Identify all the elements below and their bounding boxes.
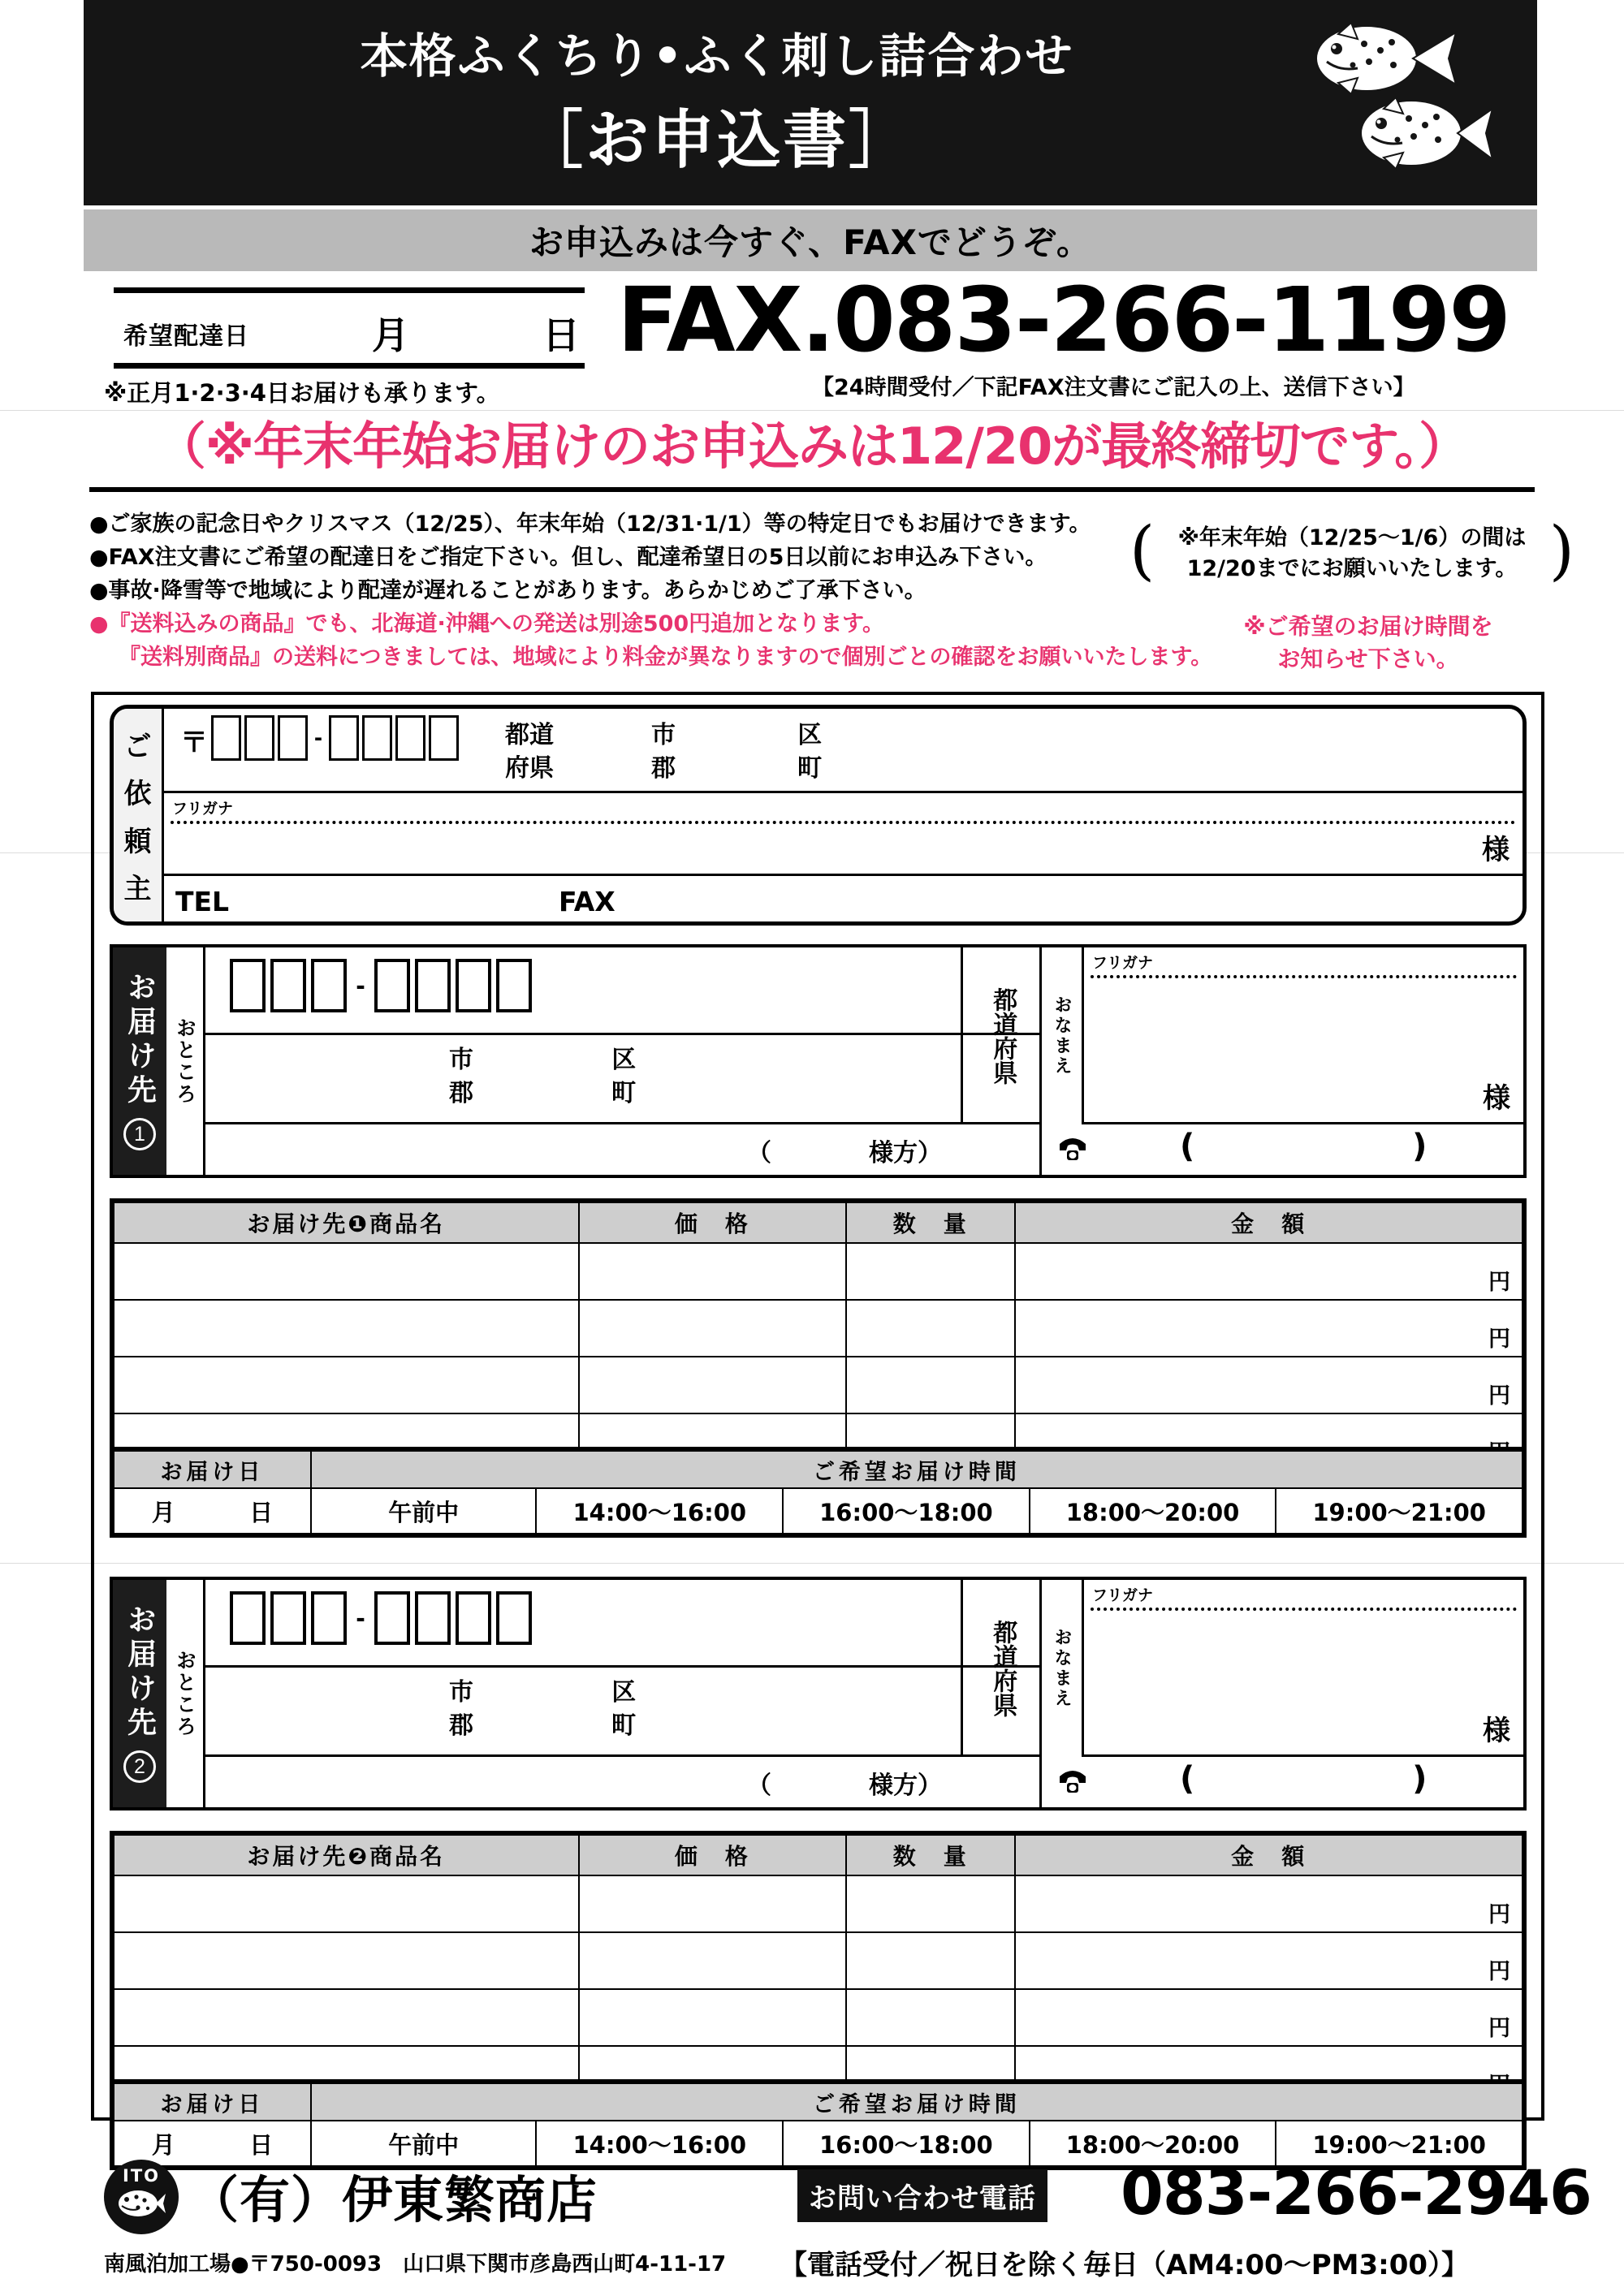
col-quantity: 数 量 [846,1202,1015,1243]
yen-unit: 円 [1488,1383,1510,1409]
destination-2-product-table [110,1831,1527,2107]
sender-tab-char: ご [123,730,152,763]
cell-amount[interactable] [1015,1243,1522,1300]
sender-ward-label [797,719,822,786]
col-amount: 金 額 [1015,1835,1522,1875]
city-line1: 市 [651,721,676,749]
time-slot-1618[interactable]: 16:00〜18:00 [783,2121,1030,2166]
zip-digit-box[interactable] [270,1591,306,1645]
inquiry-tel-number: 083-266-2946 [1121,2156,1592,2229]
prefecture-text: 都道府県 [988,1620,1017,1717]
time-header-row [114,1451,1522,1488]
sender-section [110,705,1527,926]
cell-amount[interactable] [1015,1357,1522,1413]
destination-2-address-area [205,1580,1042,1807]
note-item-shipping: ●『送料込みの商品』でも、北海道·沖縄への発送は別途500円追加となります。 [89,611,885,637]
furigana-dotted-line [171,821,1516,824]
deadline-notice: （※年末年始お届けのお申込みは12/20が最終締切です。） [155,416,1469,476]
destination-2-address-detail[interactable] [205,1757,1039,1807]
destination-2-city-label [449,1676,473,1743]
cell-qty[interactable] [846,1875,1015,1932]
destination-2-tab [113,1580,166,1807]
time-slot-1618[interactable]: 16:00〜18:00 [783,1488,1030,1534]
destination-number-badge: 2 [123,1750,156,1783]
destination-2-zip-input[interactable] [230,1591,532,1645]
notes-list [89,507,1213,674]
zip-hyphen: - [356,1602,365,1634]
fax-number: FAX.083-266-1199 [617,268,1510,372]
table-row[interactable] [114,1357,1522,1413]
ward-line2: 町 [797,754,822,783]
onamae-text: おなまえ [1052,995,1072,1077]
destination-2-prefecture-label [961,1580,1042,1757]
col-delivery-date: お届け日 [114,2083,311,2121]
table-row[interactable] [114,1989,1522,2046]
city-line2: 郡 [449,1079,473,1108]
col-amount: 金 額 [1015,1202,1522,1243]
sender-address-row[interactable] [164,709,1522,793]
zip-digit-box[interactable] [456,1591,491,1645]
destination-2-section [110,1577,1527,1810]
destination-2-tel-field[interactable] [1042,1757,1523,1807]
logo-text: ITO [123,2166,160,2186]
cell-qty[interactable] [846,1300,1015,1357]
sender-tab-label [114,709,164,921]
day-unit: 日 [249,2130,274,2159]
table-header-row [114,1835,1522,1875]
sender-tab-char: 依 [123,778,152,811]
zip-digit-box[interactable] [329,715,359,761]
destination-2-name-label [1042,1580,1084,1757]
furigana-label: フリガナ [1092,1586,1154,1604]
desired-delivery-date-field[interactable] [114,287,585,369]
sender-tel-row[interactable] [164,876,1522,921]
destination-1-product-table [110,1198,1527,1474]
zip-digit-box[interactable] [230,959,266,1012]
table-row[interactable] [114,1932,1522,1989]
zip-digit-box[interactable] [415,1591,451,1645]
company-address: 南風泊加工場●〒750-0093 山口県下関市彦島西山町4-11-17 [104,2252,727,2277]
ward-line1: 区 [797,721,822,749]
col-quantity: 数 量 [846,1835,1015,1875]
zip-digit-box[interactable] [362,715,392,761]
cell-qty[interactable] [846,1989,1015,2046]
zip-digit-box[interactable] [456,959,491,1012]
tel-parens: ( ) [1180,1760,1492,1798]
cell-product[interactable] [114,1357,579,1413]
tel-label: TEL [175,886,230,917]
footer [0,2151,1624,2296]
destination-1-time-table [110,1447,1527,1538]
furigana-dotted-line [1091,1608,1517,1611]
pufferfish-icon [1289,11,1492,182]
destination-2-ward-label [611,1676,636,1743]
inquiry-tel-hours: 【電話受付／祝日を除く毎日（AM4:00〜PM3:00）】 [780,2249,1470,2281]
fax-cta-text: お申込みは今すぐ、FAXでどうぞ。 [529,222,1092,262]
destination-1-section [110,944,1527,1178]
pref-line1: 都道 [505,721,554,749]
yen-unit: 円 [1488,1270,1510,1295]
destination-2-name-field[interactable] [1084,1580,1523,1757]
zip-hyphen: - [356,969,365,1001]
fax-label: FAX [559,886,615,917]
time-slot-1820[interactable]: 18:00〜20:00 [1030,1488,1276,1534]
furigana-dotted-line [1091,975,1517,978]
inquiry-tel-tag: お問い合わせ電話 [797,2169,1047,2222]
telephone-icon [1056,1767,1089,1794]
time-request-sidenote [1169,611,1567,675]
zip-hyphen: - [314,724,322,751]
table-row[interactable] [114,1300,1522,1357]
cell-qty[interactable] [846,1357,1015,1413]
cell-product[interactable] [114,1875,579,1932]
cell-product[interactable] [114,1932,579,1989]
zip-digit-box[interactable] [270,959,306,1012]
yen-unit: 円 [1488,1327,1510,1352]
cell-product[interactable] [114,1243,579,1300]
honorific-sama: 様 [1483,1715,1510,1747]
prefecture-text: 都道府県 [988,987,1017,1085]
destination-tab-text: お届け先 [123,1604,157,1741]
destination-1-address-detail[interactable] [205,1124,1039,1175]
destination-2-name-area [1042,1580,1523,1807]
yen-unit: 円 [1488,1902,1510,1927]
sidebox-line2: 12/20までにお願いいたします。 [1186,556,1518,582]
destination-1-tab [113,947,166,1175]
zip-digit-box[interactable] [311,959,347,1012]
yen-unit: 円 [1488,1959,1510,1984]
destination-1-prefecture-label [961,947,1042,1124]
fax-reception-note: 【24時間受付／下記FAX注文書にご記入の上、送信下さい】 [812,375,1415,400]
sender-tab-char: 主 [123,873,152,906]
sender-prefecture-label [505,719,554,786]
zip-digit-box[interactable] [278,715,308,761]
zip-digit-box[interactable] [496,959,532,1012]
col-product-name: お届け先❶商品名 [114,1202,579,1243]
sidenote-line2: お知らせ下さい。 [1277,645,1459,672]
col-delivery-date: お届け日 [114,1451,311,1488]
page-title-line1: 本格ふくちり•ふく刺し詰合わせ [360,28,1074,84]
destination-1-name-area [1042,947,1523,1175]
destination-1-city-row[interactable] [205,1035,1039,1124]
desired-delivery-date-label: 希望配達日 [123,322,249,351]
sidenote-line1: ※ご希望のお届け時間を [1243,613,1493,640]
pref-line2: 府県 [505,754,554,783]
page-title-line2: ［お申込書］ [519,104,914,177]
col-price: 価 格 [579,1835,847,1875]
zip-digit-box[interactable] [496,1591,532,1645]
time-row[interactable] [114,1488,1522,1534]
samakata-label: （ 様方） [747,1772,942,1800]
month-unit: 月 [151,2130,175,2159]
destination-1-tel-field[interactable] [1042,1124,1523,1175]
zip-digit-box[interactable] [211,715,241,761]
time-slot-morning[interactable]: 午前中 [311,2121,537,2166]
time-slot-1416[interactable]: 14:00〜16:00 [536,2121,783,2166]
destination-1-name-field[interactable] [1084,947,1523,1124]
telephone-icon [1056,1134,1089,1162]
col-delivery-time: ご希望お届け時間 [311,1451,1522,1488]
note-item-shipping: 『送料別商品』の送料につきましては、地域により料金が異なりますので個別ごとの確認をお願いいたします。 [119,645,1213,671]
cell-product[interactable] [114,1989,579,2046]
honorific-sama: 様 [1483,1082,1510,1115]
cell-price[interactable] [579,1357,847,1413]
month-unit: 月 [151,1498,175,1526]
time-slot-morning[interactable]: 午前中 [311,1488,537,1534]
col-delivery-time: ご希望お届け時間 [311,2083,1522,2121]
col-price: 価 格 [579,1202,847,1243]
zip-digit-box[interactable] [374,959,410,1012]
col-product-name: お届け先❷商品名 [114,1835,579,1875]
ward-line1: 区 [611,1678,636,1707]
time-slot-1921[interactable]: 19:00〜21:00 [1276,1488,1522,1534]
day-unit: 日 [249,1498,274,1526]
sender-name-row[interactable] [164,793,1522,876]
city-line1: 市 [449,1678,473,1707]
day-unit: 日 [542,313,580,357]
cell-price[interactable] [579,1243,847,1300]
divider-rule [89,487,1535,492]
cell-price[interactable] [579,1989,847,2046]
paren-left: ( [1129,512,1155,588]
cell-price[interactable] [579,1875,847,1932]
city-line2: 郡 [651,754,676,783]
yen-unit: 円 [1488,2016,1510,2041]
destination-1-ward-label [611,1043,636,1111]
time-slot-1921[interactable]: 19:00〜21:00 [1276,2121,1522,2166]
sender-city-label [651,719,676,786]
destination-1-zip-input[interactable] [230,959,532,1012]
time-header-row [114,2083,1522,2121]
cell-qty[interactable] [846,1932,1015,1989]
destination-1-address-area [205,947,1042,1175]
destination-2-city-row[interactable] [205,1668,1039,1757]
zip-digit-box[interactable] [311,1591,347,1645]
date-and-fax-row [0,268,1624,407]
zip-digit-box[interactable] [374,1591,410,1645]
city-line1: 市 [449,1046,473,1074]
cell-amount[interactable] [1015,1932,1522,1989]
pufferfish-logo-icon [115,2184,167,2221]
zip-digit-box[interactable] [415,959,451,1012]
honorific-sama: 様 [1482,834,1510,866]
city-line2: 郡 [449,1711,473,1741]
tel-parens: ( ) [1180,1128,1492,1165]
destination-1-city-label [449,1043,473,1111]
cell-price[interactable] [579,1300,847,1357]
ward-line2: 町 [611,1079,636,1108]
ward-line2: 町 [611,1711,636,1741]
sender-body [164,709,1522,921]
sender-zip-input[interactable] [211,715,459,761]
okoro-text: おところ [173,1017,197,1105]
destination-1-address-label [166,947,205,1175]
postal-mark-icon: 〒 [180,727,208,759]
year-end-sidebox [1129,512,1574,601]
cell-price[interactable] [579,1932,847,1989]
destination-2-address-label [166,1580,205,1807]
cell-date[interactable] [114,1488,311,1534]
cell-amount[interactable] [1015,1989,1522,2046]
cell-product[interactable] [114,1300,579,1357]
month-unit: 月 [372,313,409,357]
time-slot-1416[interactable]: 14:00〜16:00 [536,1488,783,1534]
samakata-label: （ 様方） [747,1139,942,1167]
destination-number-badge: 1 [123,1118,156,1150]
zip-digit-box[interactable] [244,715,274,761]
cell-qty[interactable] [846,1243,1015,1300]
paren-right: ) [1548,512,1574,588]
note-item: ●ご家族の記念日やクリスマス（12/25）、年末年始（12/31·1/1）等の特定日でもお届けできます。 [89,511,1091,537]
zip-digit-box[interactable] [429,715,459,761]
company-name: （有）伊東繁商店 [188,2170,598,2229]
destination-2-zip-row[interactable] [205,1580,1039,1668]
header-banner [84,0,1537,205]
ward-line1: 区 [611,1046,636,1074]
company-logo [104,2160,179,2234]
zip-digit-box[interactable] [395,715,425,761]
onamae-text: おなまえ [1052,1628,1072,1709]
fax-cta-banner [84,209,1537,271]
note-item: ●FAX注文書にご希望の配達日をご指定下さい。但し、配達希望日の5日以前にお申込み下さい。 [89,545,1047,571]
table-row[interactable] [114,1243,1522,1300]
note-item: ●事故·降雪等で地域により配達が遅れることがあります。あらかじめご了承下さい。 [89,578,926,604]
furigana-label: フリガナ [172,800,234,818]
destination-tab-text: お届け先 [123,972,157,1108]
zip-digit-box[interactable] [230,1591,266,1645]
cell-amount[interactable] [1015,1875,1522,1932]
table-header-row [114,1202,1522,1243]
furigana-label: フリガナ [1092,954,1154,972]
time-slot-1820[interactable]: 18:00〜20:00 [1030,2121,1276,2166]
destination-1-zip-row[interactable] [205,947,1039,1035]
cell-amount[interactable] [1015,1300,1522,1357]
sender-tab-char: 頼 [123,825,152,858]
sidebox-line1: ※年末年始（12/25〜1/6）の間は [1177,525,1527,550]
table-row[interactable] [114,1875,1522,1932]
destination-1-name-label [1042,947,1084,1124]
new-year-delivery-note: ※正月1·2·3·4日お届けも承ります。 [104,379,500,407]
okoro-text: おところ [173,1650,197,1737]
